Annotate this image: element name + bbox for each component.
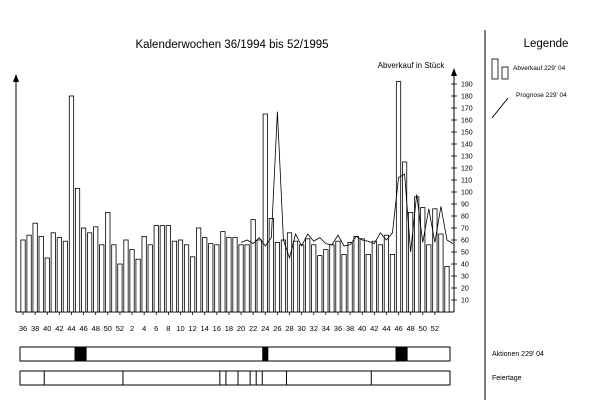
bar [118, 264, 122, 312]
x-tick-label: 30 [297, 324, 306, 333]
bar [306, 239, 310, 312]
y-axis-label: Abverkauf in Stück [377, 61, 445, 70]
legend-line-swatch [492, 98, 508, 118]
y-tick-label: 50 [461, 249, 469, 257]
legend-bar-swatch-short [502, 67, 508, 79]
y-tick-label: 160 [461, 117, 473, 125]
x-tick-label: 8 [166, 324, 171, 333]
bar [318, 256, 322, 312]
y-axis-arrow-left [13, 74, 19, 82]
legend-bar-swatch-tall [492, 59, 498, 79]
x-tick-label: 6 [154, 324, 159, 333]
bar [427, 245, 431, 312]
bar [100, 245, 104, 312]
bar [372, 241, 376, 312]
x-tick-label: 32 [309, 324, 318, 333]
bar [190, 257, 194, 312]
bar [354, 236, 358, 312]
y-tick-label: 80 [461, 213, 469, 221]
bar [75, 188, 79, 312]
bar [51, 233, 55, 312]
bar [221, 232, 225, 312]
bar [384, 235, 388, 312]
bar [87, 233, 91, 312]
bar [275, 242, 279, 312]
bar [160, 226, 164, 312]
x-tick-label: 36 [333, 324, 343, 333]
bar [63, 241, 67, 312]
bar [209, 244, 213, 312]
y-tick-label: 120 [461, 165, 473, 173]
x-tick-label: 2 [129, 324, 135, 333]
legend-label-prognose: Prognose 229' 04 [516, 92, 567, 99]
bar [166, 226, 170, 312]
aktion-block [262, 347, 268, 361]
bar [33, 223, 37, 312]
bar [251, 220, 255, 312]
bar [245, 245, 249, 312]
bar [348, 242, 352, 312]
legend [492, 59, 567, 118]
x-tick-label: 20 [236, 324, 246, 333]
bar [45, 258, 49, 312]
x-tick-label: 48 [406, 324, 415, 333]
x-tick-label: 52 [430, 324, 440, 333]
y-tick-label: 130 [461, 153, 473, 161]
bar [445, 266, 449, 312]
y-axis-arrow-right [451, 68, 457, 76]
bar [124, 240, 128, 312]
y-tick-label: 150 [461, 129, 473, 137]
bar [130, 250, 134, 312]
x-tick-label: 26 [273, 324, 282, 333]
bar [263, 114, 267, 312]
bar [366, 254, 370, 312]
bar [203, 238, 207, 312]
chart-title: Kalenderwochen 36/1994 bis 52/1995 [135, 39, 329, 51]
aktionen-strip [20, 347, 450, 361]
bar [239, 245, 243, 312]
bar [281, 240, 285, 312]
x-tick-label: 44 [382, 324, 391, 333]
x-tick-label: 34 [321, 324, 331, 333]
bar [415, 197, 419, 312]
x-tick-label: 48 [91, 324, 100, 333]
x-tick-label: 4 [142, 324, 147, 333]
bar [21, 240, 25, 312]
bar [112, 245, 116, 312]
y-tick-label: 140 [461, 141, 473, 149]
bar [57, 238, 61, 312]
legend-title: Legende [523, 38, 569, 50]
x-tick-label: 38 [30, 324, 40, 333]
x-tick-label: 12 [188, 324, 197, 333]
bar [421, 208, 425, 312]
bar [324, 250, 328, 312]
bar [81, 228, 85, 312]
x-tick-label: 42 [55, 324, 64, 333]
y-tick-label: 110 [461, 177, 473, 185]
bar [106, 212, 110, 312]
x-tick-label: 18 [224, 324, 234, 333]
x-tick-label: 40 [358, 324, 367, 333]
bar [142, 236, 146, 312]
y-tick-label: 170 [461, 105, 473, 113]
bar [215, 245, 219, 312]
bar [27, 235, 31, 312]
bar [39, 236, 43, 312]
bar [148, 245, 152, 312]
bar [154, 226, 158, 312]
bar [439, 234, 443, 312]
bar [390, 254, 394, 312]
y-tick-label: 180 [461, 93, 473, 101]
bar [136, 259, 140, 312]
x-tick-label: 44 [67, 324, 76, 333]
bar [360, 239, 364, 312]
y-tick-label: 190 [461, 81, 473, 89]
x-tick-label: 16 [212, 324, 222, 333]
x-tick-label: 22 [248, 324, 258, 333]
aktion-block [75, 347, 87, 361]
y-tick-label: 20 [461, 285, 469, 293]
bar [178, 240, 182, 312]
y-tick-label: 10 [461, 297, 469, 305]
bar [69, 96, 73, 312]
x-tick-label: 46 [394, 324, 403, 333]
bar [287, 233, 291, 312]
x-tick-label: 42 [370, 324, 379, 333]
x-tick-label: 38 [345, 324, 355, 333]
bar [378, 245, 382, 312]
bar [312, 245, 316, 312]
aktionen-label: Aktionen 229' 04 [492, 351, 544, 358]
bar [233, 238, 237, 312]
x-tick-label: 46 [79, 324, 88, 333]
bar [433, 209, 437, 312]
y-tick-label: 90 [461, 201, 469, 209]
bar [172, 241, 176, 312]
bars [21, 82, 449, 312]
y-tick-label: 60 [461, 237, 469, 245]
legend-label-abverkauf: Abverkauf 229' 04 [513, 65, 566, 72]
feiertage-strip-frame [20, 371, 450, 385]
bar [184, 245, 188, 312]
bar [293, 241, 297, 312]
x-tick-label: 36 [18, 324, 28, 333]
x-tick-label: 50 [103, 324, 112, 333]
x-tick-label: 50 [418, 324, 427, 333]
x-tick-label: 14 [200, 324, 209, 333]
bar [257, 240, 261, 312]
bar [299, 245, 303, 312]
bar [396, 82, 400, 312]
aktion-block [395, 347, 407, 361]
bar [227, 238, 231, 312]
y-tick-label: 100 [461, 189, 473, 197]
feiertage-label: Feiertage [492, 375, 522, 382]
y-tick-label: 70 [461, 225, 469, 233]
bar [94, 227, 98, 312]
bar [336, 241, 340, 312]
x-tick-label: 24 [261, 324, 270, 333]
y-tick-label: 30 [461, 273, 469, 281]
x-ticks [19, 312, 439, 333]
bar [402, 162, 406, 312]
bar [330, 245, 334, 312]
x-tick-label: 10 [176, 324, 185, 333]
x-tick-label: 28 [285, 324, 294, 333]
bar [196, 228, 200, 312]
y-tick-label: 40 [461, 261, 469, 269]
x-tick-label: 40 [43, 324, 52, 333]
bar [342, 254, 346, 312]
x-tick-label: 52 [115, 324, 125, 333]
feiertage-strip [20, 371, 450, 385]
